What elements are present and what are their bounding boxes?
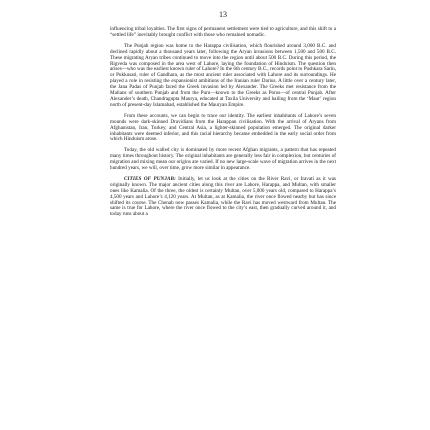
paragraph-3-text: From these accounts, we can begin to trace our identity. The earliest inhabitants of Lahore’s seven mounds were dark-skinned Dravidians from the Harappan civilisation. With the arrival of Aryans from Afghanistan, Iran, Turkey, and Central Asia, a lighter-skinned population emerged. The original darker inhabitants were deemed inferior, and this racial hierarchy became embedded in the early social order from which Hinduism arose. bbox=[110, 112, 336, 143]
paragraph-1-text: influencing tribal loyalties. The first signs of permanent settlement were tied to agriculture, and this shift to a “settled life” inevitably brought conflict with those who remained nomadic. bbox=[110, 26, 336, 38]
paragraph-3 bbox=[110, 114, 336, 144]
paragraph-5 bbox=[110, 177, 336, 218]
paragraph-5-text: Initially, let us look at the cities on the River Ravi, or Iravati as it was originally known. The major ancient cities along this river are Lahore, Harappa, and Multan, with smaller ones like Kamalia. Of the three, the oldest is certainly Multan, over 5,000 years old, compared to Harappa’s 4,500 years and Lahore’s 4,120 years. At Multan, as at Kamalia, the river once flowed nearby but has since shifted its course. The Chenab now passes Kamalia, while the Ravi has moved westward from Multan. The same is true for Lahore, where the river once flowed to the city’s east, then gradually curved around it, and today runs about a bbox=[110, 175, 337, 218]
paragraph-2 bbox=[110, 44, 336, 109]
paragraph-4 bbox=[110, 148, 336, 172]
page-number: 13 bbox=[219, 10, 227, 19]
paragraph-4-text: Today, the old walled city is dominated by more recent Afghan migrants, a pattern that has repeated many times throughout history. The original inhabitants are generally less fair in complexion, but centuries of migration and mixing mean our origins are varied. If no new large-scale wave of migration arrives in the next hundred years, we will, over time, grow more similar in appearance. bbox=[110, 147, 336, 172]
paragraph-2-text: The Punjab region was home to the Harappa civilisation, which flourished around 3,000 B.C. and declined rapidly about a thousand years later, following the Aryan invasions between 1,500 and 500 B.C. These migrating Aryan tribes continued to move into the region until about 500 B.C. During this period, the Rigveda was composed in the area west of Lahore, laying the foundation of Hinduism. The question then arises—who was the earliest known ruler of Lahore? In the 6th century B.C., records point to Pushkara Sarin, or Pukkusati, ruler of Gandhara, as the most ancient ruler associated with Lahore and its surroundings. He played a role in resisting the expansionist ambitions of the Iranian ruler Darius. A little over a century later, the Jana Padas of Punjab faced the Greek invasion led by Alexander. The Greeks met resistance from the Malians of southern Punjab and from the Puru—known to the Greeks as Porus—of central Punjab. After Alexander’s death, Chandragupta Maurya, educated at Taxila University and hailing from the ‘Maur’ region north of present-day Islamabad, established the Mauryan Empire. bbox=[110, 42, 336, 108]
paragraph-1 bbox=[110, 27, 336, 39]
section-heading-cities-of-punjab: CITIES OF PUNJAB: bbox=[124, 175, 176, 182]
